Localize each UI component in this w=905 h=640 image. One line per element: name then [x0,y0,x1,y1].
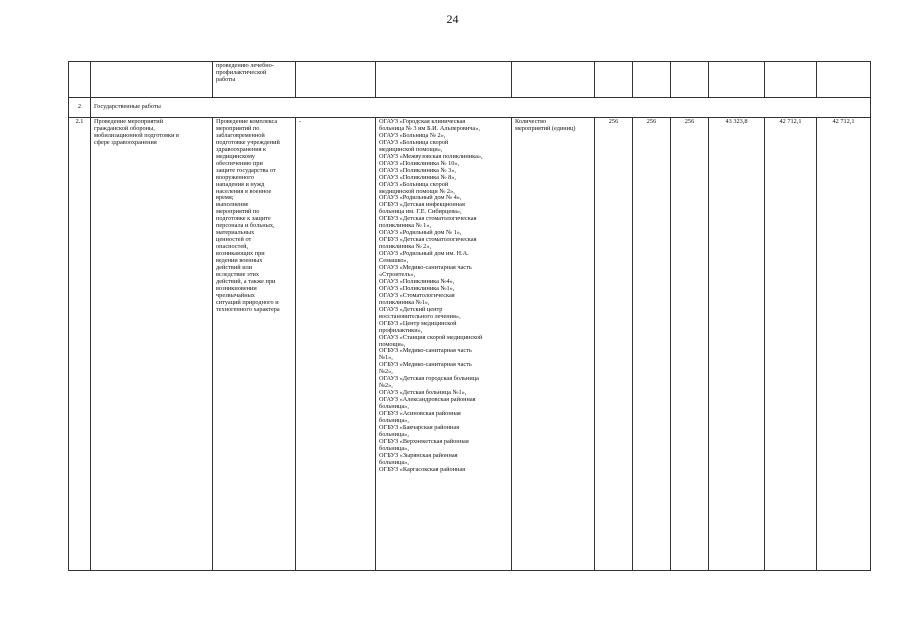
row-number [69,62,91,98]
institution-line: ОГБУЗ «Зырянская районная [379,451,458,459]
institution-line: ОГБУЗ «Детская стоматологическая [379,236,477,244]
institution-line: ОГАУЗ «Поликлиника №1», [379,284,455,292]
institution-line: ОГАУЗ «Больница № 2», [379,131,446,139]
institution-line: ОГАУЗ «Родильный дом № 1», [379,229,462,237]
item-dash: - [296,118,376,571]
institution-line: ОГБУЗ «Верхнекетская районная [379,437,469,445]
section-row [69,98,871,118]
institution-line: ОГАУЗ «Поликлиника № 10», [379,159,460,167]
institution-line: «Строитель», [379,270,416,278]
value-cell: 43 323,8 [709,118,765,571]
institution-line: №1», [379,354,393,362]
institution-line: ОГАУЗ «Детская городская больница [379,375,479,383]
indicator-name: Количество мероприятий (единиц) [512,118,595,571]
institutions-list [376,118,512,571]
institution-line: помощи», [379,340,406,348]
institution-line: ОГАУЗ «Межвузовская поликлиника», [379,152,483,160]
institution-line: больница», [379,430,409,438]
institution-line: №2», [379,368,393,376]
institution-line: ОГБУЗ «Каргасокская районная [379,465,466,473]
institution-line: ОГАУЗ «Медико-санитарная часть [379,264,472,272]
institution-line: ОГАУЗ «Поликлиника № 3», [379,166,456,174]
row-content: проведению лечебно- профилактической работы [213,62,296,98]
item-number: 2.1 [69,118,91,571]
institution-line: профилактики», [379,326,423,334]
institution-line: поликлиника №1», [379,298,430,306]
institution-line: ОГАУЗ «Детская больница №1», [379,389,467,397]
institution-line: №2», [379,382,393,390]
institution-line: ОГАУЗ «Родильный дом № 4», [379,194,462,202]
budget-table [68,61,871,571]
institution-line: ОГАУЗ «Поликлиника №4», [379,277,455,285]
institution-line: ОГАУЗ «Александровская районная [379,396,476,404]
institution-line: больница», [379,403,409,411]
institution-line: ОГБУЗ «Медико-санитарная часть [379,347,472,355]
institution-line: поликлиника № 1», [379,222,432,230]
institution-line: ОГБУЗ «Асиновская районная [379,410,461,418]
institution-line: ОГБУЗ «Детская стоматологическая [379,215,477,223]
institution-line: медицинской помощи № 2», [379,187,455,195]
institution-line: поликлиника № 2», [379,243,432,251]
institution-line: ОГБУЗ «Центр медицинской [379,319,457,327]
institution-line: ОГАУЗ «Родильный дом им. Н.А. [379,250,469,258]
value-cell: 256 [633,118,671,571]
item-content: Проведение комплекса мероприятий по заблаговременной подготовке учреждений здравоохранения к медицинскому обеспечению при защите государства от вооруженного нападения и нужд населения в военное время; выполнение мероприятий по подготовке к защите персонала и больных, материальных ценностей от опасностей, возникающих при ведении военных действий или вследствие этих действий, а также при возникновении чрезвычайных ситуаций природного и техногенного характера [213,118,296,571]
institution-line: ОГАУЗ «Городская клиническая [379,118,466,125]
value-cell: 42 712,1 [817,118,871,571]
institution-line: ОГАУЗ «Детский центр [379,305,443,313]
item-name: Проведение мероприятий гражданской обороны, мобилизационной подготовки в сфере здравоохранения [91,118,213,571]
value-cell: 256 [595,118,633,571]
page-number: 24 [446,12,459,26]
institution-line: ОГБУЗ «Медико-санитарная часть [379,361,472,369]
row-name [91,62,213,98]
value-cell: 42 712,1 [765,118,817,571]
value-cell: 256 [671,118,709,571]
section-title: Государственные работы [91,98,871,118]
institution-line: больница № 3 им Б.И. Альперовича», [379,124,480,132]
institution-line: ОГАУЗ «Станция скорой медицинской [379,333,483,341]
institution-line: ОГАУЗ «Больница скорой [379,138,449,146]
institution-line: Семашко», [379,257,409,265]
institution-line: ОГАУЗ «Стоматологическая [379,291,455,299]
institution-line: ОГБУЗ «Детская инфекционная [379,201,465,209]
table-row-item [69,118,871,571]
table-row-previous [69,62,871,98]
institution-line: ОГБУЗ «Бакчарская районная [379,423,460,431]
institution-line: восстановительного лечения», [379,312,461,320]
institution-line: ОГАУЗ «Поликлиника № 8», [379,173,456,181]
institution-line: больница им. Г.Е. Сибирцева», [379,208,462,216]
institution-line: больница», [379,458,409,466]
institution-line: больница», [379,444,409,452]
institution-line: медицинской помощи», [379,145,443,153]
institution-line: ОГАУЗ «Больница скорой [379,180,449,188]
section-number: 2 [69,98,91,118]
institution-line: больница», [379,416,409,424]
